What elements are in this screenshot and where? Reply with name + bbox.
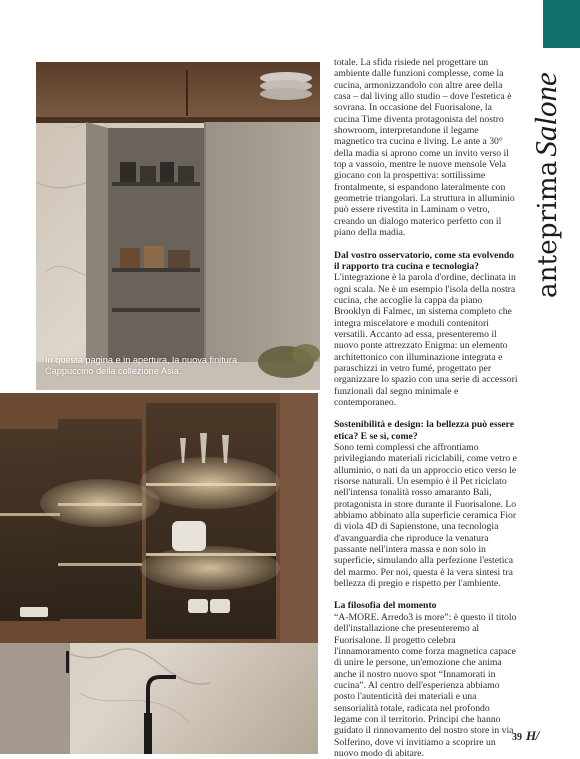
page-footer (512, 727, 539, 745)
section-word: anteprima (533, 160, 563, 298)
section-italic-word: Salone (528, 72, 563, 157)
photo-kitchen-pantry (36, 62, 320, 390)
article-paragraph-3: Sono temi complessi che affrontiamo privilegiando materiali riciclabili, come vetro e alluminio, o nati da un approccio etico verso le risorse naturali. Un esempio è il Pet riciclato nell'intensa tonalità rosso amaranto Bali, protagonista in store durante il Fuorisalone. Lo abbiamo abbinato alla superficie ceramica Fior di viola 4D di Sapienstone, una tecnologia d'avanguardia che riproduce la venatura passante nell'intera massa e non solo in superficie, simulando alla perfezione l'estetica del marmo. Per noi, questa è la vera sintesi tra bellezza di pregio e rispetto per l'ambiente. (334, 442, 517, 590)
section-color-tab (543, 0, 580, 48)
interview-question-technology: Dal vostro osservatorio, come sta evolvendo il rapporto tra cucina e tecnologia? (334, 249, 515, 272)
article-paragraph-2: L'integrazione è la parola d'ordine, declinata in ogni scala. Ne è un esempio l'isola della nostra cucina, che accoglie la cappa da piano Brooklyn di Falmec, un sistema completo che integra miscelatore e moduli contenitori versatili. Accanto ad essa, presenteremo il nuovo ponte attrezzato Enigma: un elemento architettonico con illuminazione integrata e paraschizzi in vetro fumé, progettato per organizzare lo spazio con una serie di accessori funzionali dal segno minimale e contemporaneo. (334, 272, 518, 408)
article-paragraph-4: “A-MORE. Arredo3 is more”: è questo il titolo dell'installazione che presenteremo al Fuorisalone. Il progetto celebra l'innamoramento come forza magnetica capace di unire le persone, un'emozione che anima anche il nostro nuovo spot “Innamorati in cucina”. Al centro dell'esperienza abbiamo posto l'autenticità dei materiali e una sensorialità totale, radicata nel profondo legame con il territorio. Principi che hanno guidato il rinnovamento del nostro store in via Solferino, dove vi invitiamo a scoprire un nuovo modo di abitare. (334, 611, 517, 759)
interview-question-philosophy: La filosofia del momento (334, 600, 437, 612)
article-column (334, 57, 518, 759)
magazine-logo: H/ (526, 728, 539, 743)
photo-caption: In questa pagina e in apertura, la nuova finitura Cappuccino della collezione Asia. (45, 355, 238, 376)
section-title-vertical (526, 58, 566, 298)
article-paragraph-1: totale. La sfida risiede nel progettare un ambiente dalle funzioni complesse, come la cucina, armonizzandolo con altre aree della casa – dal living allo studio – dove l'estetica è sovrana. In occasione del Fuorisalone, la cucina Time diventa protagonista del nostro showroom, interpretandone il legame magnetico tra cucina e living. Le ante a 30° della madia si aprono come un invito verso il top a vassoio, mentre le nuove mensole Vela giocano con la prospettiva: sottilissime frontalmente, si espandono lateralmente con geometrie triangolari. La struttura in alluminio può essere rivestita in Laminam o vetro, creando un dialogo materico perfetto con il piano della madia. (334, 57, 515, 239)
photo-kitchen-cabinets (0, 393, 318, 754)
page-number: 39 (512, 732, 522, 743)
interview-question-sustainability: Sostenibilità e design: la bellezza può essere etica? E se sì, come? (334, 419, 515, 442)
